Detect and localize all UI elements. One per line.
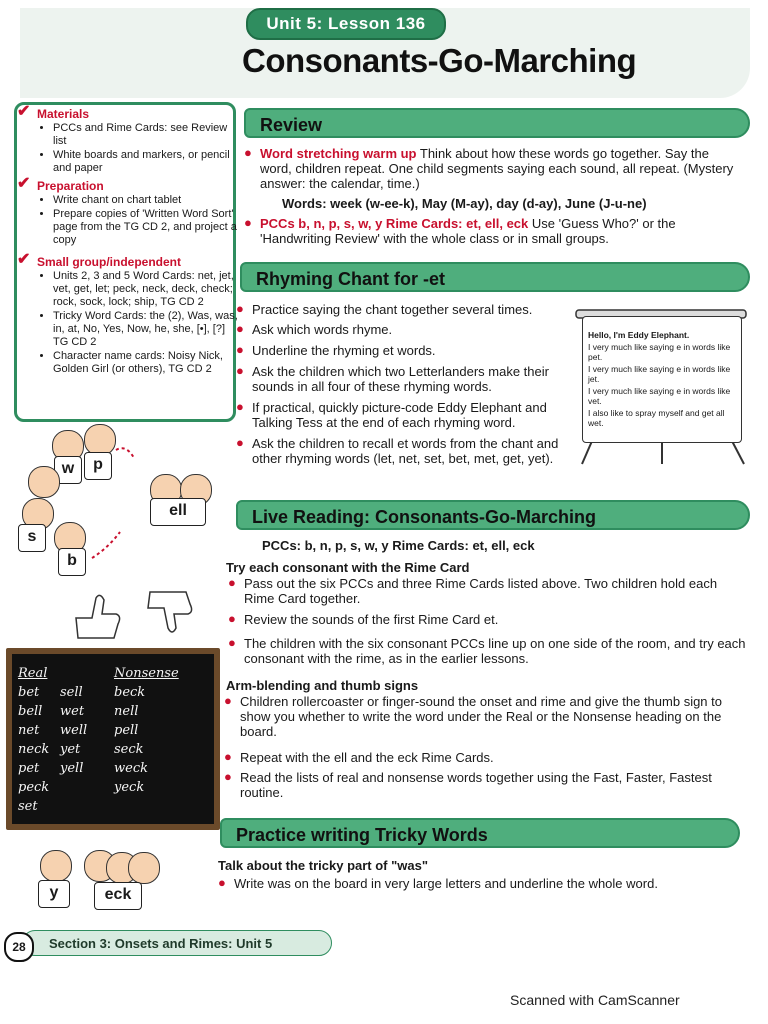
rhyming-bullet — [236, 400, 566, 430]
live-reading-heading: Live Reading: Consonants-Go-Marching — [236, 500, 750, 530]
review-item-warmup — [244, 146, 744, 191]
rime-card-ell: ell — [150, 498, 206, 526]
scanner-watermark: Scanned with CamScanner — [510, 992, 680, 1008]
bullet-text: Write was on the board in very large letters and underline the whole word. — [234, 876, 658, 891]
live-reading-bullet — [224, 770, 744, 800]
tricky-words-heading: Practice writing Tricky Words — [220, 818, 740, 848]
check-icon: ✔ — [17, 103, 31, 120]
thumb-signs — [66, 588, 206, 644]
child-illustration — [40, 850, 72, 882]
bullet-icon: ● — [236, 301, 244, 316]
rhyming-bullet — [236, 364, 566, 394]
thumbs-down-icon — [148, 592, 192, 632]
list-item: • Tricky Word Cards: the (2), Was, was, in, at, No, Yes, Now, he, she, [•], [?] TG CD 2 — [53, 310, 239, 349]
word: nell — [114, 704, 139, 719]
word: bet — [18, 685, 40, 700]
page-title: Consonants-Go-Marching — [242, 42, 637, 79]
small-group-list — [39, 270, 239, 377]
check-icon: ✔ — [17, 251, 31, 268]
rhyming-heading: Rhyming Chant for -et — [240, 262, 750, 292]
rhyming-bullet — [236, 436, 566, 466]
word: bell — [18, 704, 43, 719]
child-illustration — [28, 466, 60, 498]
review-heading: Review — [244, 108, 750, 138]
word: weck — [114, 761, 148, 776]
tricky-words-bullet — [218, 876, 738, 891]
letter-card-p: p — [84, 452, 112, 480]
letter-card-y: y — [38, 880, 70, 908]
list-item: • Write chant on chart tablet — [53, 194, 239, 207]
list-item: • White boards and markers, or pencil and paper — [53, 149, 239, 175]
word: beck — [114, 685, 146, 700]
rhyming-bullet — [236, 322, 566, 337]
list-item: • Units 2, 3 and 5 Word Cards: net, jet, vet, get, let; peck, neck, deck, check; rock, sock, lock; ship, TG CD 2 — [53, 270, 239, 309]
chant-line: I very much like saying e in words like jet. — [588, 364, 731, 384]
word: pell — [114, 723, 139, 738]
bullet-text: Ask the children to recall et words from the chant and other rhyming words (let, net, set, bet, met, get, yet). — [252, 436, 559, 466]
bullet-icon: ● — [218, 875, 226, 890]
rime-card-eck: eck — [94, 882, 142, 910]
live-reading-bullet — [224, 750, 744, 765]
child-illustration — [128, 852, 160, 884]
letter-card-s: s — [18, 524, 46, 552]
word: wet — [60, 704, 85, 719]
rhyming-bullet — [236, 343, 566, 358]
bullet-icon: ● — [236, 321, 244, 336]
blackboard — [6, 648, 220, 830]
warmup-text: Think about how these words go together. Say the word, children repeat. One child segments saying each sound, all repeat. (Mystery answer: the calendar, time.) — [260, 146, 734, 191]
bullet-icon: ● — [228, 611, 236, 626]
word: peck — [18, 780, 50, 795]
live-reading-subhead-1: Try each consonant with the Rime Card — [226, 560, 470, 575]
real-heading: Real — [18, 666, 48, 681]
bullet-icon: ● — [224, 693, 232, 708]
preparation-title: Preparation — [37, 179, 104, 193]
word: set — [18, 799, 38, 814]
chant-line: I also like to spray myself and get all wet. — [588, 408, 725, 428]
letter-card-w: w — [54, 456, 82, 484]
chant-line: Hello, I'm Eddy Elephant. — [588, 330, 690, 340]
section-footer: Section 3: Onsets and Rimes: Unit 5 — [22, 930, 332, 956]
materials-list — [39, 122, 239, 176]
word: seck — [114, 742, 144, 757]
review-words-line: Words: week (w-ee-k), May (M-ay), day (d-ay), June (J-u-ne) — [282, 196, 647, 211]
live-reading-subhead-2: Arm-blending and thumb signs — [226, 678, 419, 693]
bullet-text: Review the sounds of the first Rime Card et. — [244, 612, 499, 627]
live-reading-bullet — [228, 612, 748, 627]
bullet-icon: ● — [228, 575, 236, 590]
rhyming-bullet — [236, 302, 566, 317]
chant-line: I very much like saying e in words like vet. — [588, 386, 731, 406]
bullet-icon: ● — [236, 342, 244, 357]
word: yet — [60, 742, 81, 757]
list-item: • PCCs and Rime Cards: see Review list — [53, 122, 239, 148]
bullet-icon: ● — [224, 769, 232, 784]
bullet-text: Repeat with the ell and the eck Rime Cards. — [240, 750, 494, 765]
word: sell — [60, 685, 83, 700]
bullet-text: Read the lists of real and nonsense words together using the Fast, Faster, Fastest routine. — [240, 770, 712, 800]
pccs-label: PCCs b, n, p, s, w, y Rime Cards: et, ell, eck — [260, 216, 529, 231]
unit-lesson-label: Unit 5: Lesson 136 — [246, 8, 446, 40]
small-group-title: Small group/independent — [37, 255, 182, 269]
review-item-pccs — [244, 216, 744, 246]
word: neck — [18, 742, 50, 757]
live-reading-bullet — [228, 576, 748, 606]
bullet-text: If practical, quickly picture-code Eddy Elephant and Talking Tess at the end of each rhyming word. — [252, 400, 547, 430]
live-reading-cards: PCCs: b, n, p, s, w, y Rime Cards: et, ell, eck — [262, 538, 535, 553]
chant-text — [588, 330, 738, 428]
live-reading-bullet — [224, 694, 744, 739]
arrow-icon — [86, 440, 226, 570]
real-column-2 — [60, 683, 87, 778]
chart-tablet — [572, 306, 752, 466]
bullet-text: Underline the rhyming et words. — [252, 343, 436, 358]
list-item: • Prepare copies of 'Written Word Sort' page from the TG CD 2, and project a copy — [53, 208, 239, 247]
materials-title: Materials — [37, 107, 90, 121]
tricky-words-subhead: Talk about the tricky part of "was" — [218, 858, 429, 873]
word: net — [18, 723, 40, 738]
bullet-icon: ● — [244, 145, 252, 160]
page-number: 28 — [4, 932, 34, 962]
bullet-text: Children rollercoaster or finger-sound the onset and rime and give the thumb sign to show you whether to write the word under the Real or the Nonsense heading on the board. — [240, 694, 722, 739]
bullet-text: Pass out the six PCCs and three Rime Cards listed above. Two children hold each Rime Card together. — [244, 576, 718, 606]
pccs-text: Use 'Guess Who?' or the 'Handwriting Review' with the whole class or in small groups. — [260, 216, 676, 246]
letter-card-b: b — [58, 548, 86, 576]
preparation-list — [39, 194, 239, 248]
check-icon: ✔ — [17, 175, 31, 192]
list-item: • Character name cards: Noisy Nick, Golden Girl (or others), TG CD 2 — [53, 350, 239, 376]
bullet-text: The children with the six consonant PCCs line up on one side of the room, and try each consonant with the rime, as in the earlier lessons. — [244, 636, 746, 666]
thumbs-up-icon — [76, 595, 120, 638]
word: pet — [18, 761, 40, 776]
nonsense-column — [114, 664, 179, 797]
live-reading-bullet — [228, 636, 748, 666]
bullet-icon: ● — [244, 215, 252, 230]
nonsense-heading: Nonsense — [114, 666, 179, 681]
word: well — [60, 723, 88, 738]
materials-sidebar — [14, 102, 236, 422]
warmup-label: Word stretching warm up — [260, 146, 417, 161]
bullet-text: Practice saying the chant together several times. — [252, 302, 533, 317]
bullet-icon: ● — [236, 399, 244, 414]
bullet-icon: ● — [228, 635, 236, 650]
bullet-text: Ask which words rhyme. — [252, 322, 393, 337]
real-column-1 — [18, 664, 49, 816]
word: yeck — [114, 780, 145, 795]
bullet-icon: ● — [236, 435, 244, 450]
bullet-text: Ask the children which two Letterlanders make their sounds in all four of these rhyming words. — [252, 364, 549, 394]
chant-line: I very much like saying e in words like pet. — [588, 342, 731, 362]
bullet-icon: ● — [236, 363, 244, 378]
word: yell — [60, 761, 84, 776]
bullet-icon: ● — [224, 749, 232, 764]
